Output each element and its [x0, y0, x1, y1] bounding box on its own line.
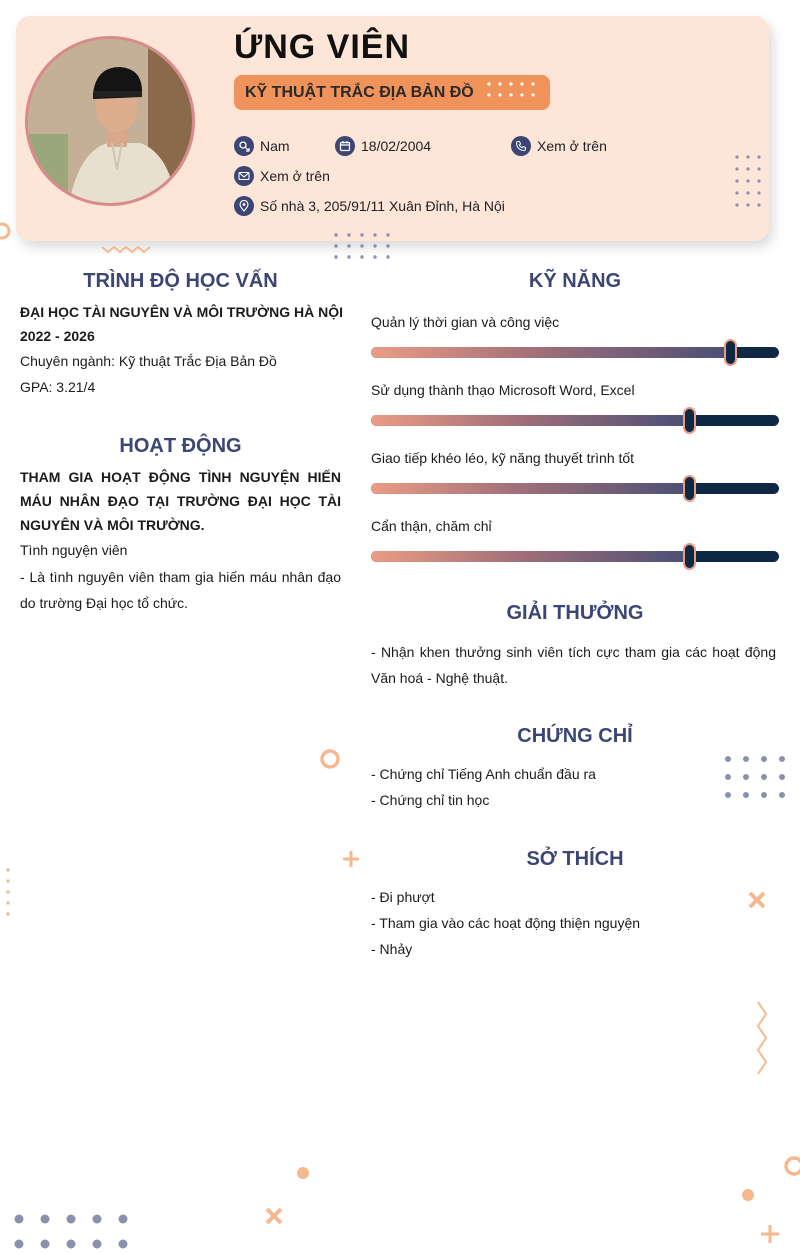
- job-title: KỸ THUẬT TRẮC ĐỊA BẢN ĐỒ: [245, 84, 474, 101]
- plus-decoration: [760, 1223, 780, 1245]
- dots-decoration: [722, 754, 788, 800]
- dots-decoration: [4, 866, 12, 926]
- hobby-item: - Đi phượt: [371, 889, 435, 905]
- ring-decoration: [780, 1152, 800, 1180]
- skill-bar-fill: [371, 347, 730, 358]
- phone-icon: [511, 136, 531, 156]
- dots-decoration: [12, 1212, 132, 1254]
- skills-section-title: KỸ NĂNG: [528, 270, 622, 292]
- skill-bar-knob: [724, 339, 737, 366]
- plus-decoration: [341, 849, 361, 869]
- skill-label: Quản lý thời gian và công việc: [371, 314, 560, 330]
- dots-decoration: [332, 231, 394, 263]
- skill-label: Sử dụng thành thạo Microsoft Word, Excel: [371, 382, 635, 398]
- education-gpa: GPA: 3.21/4: [20, 379, 96, 395]
- address-info: [234, 196, 505, 216]
- profile-header: [16, 16, 769, 241]
- zigzag-decoration: [754, 1000, 770, 1076]
- skill-bar-fill: [371, 415, 689, 426]
- skill-bar: [371, 415, 779, 426]
- skill-bar-knob: [683, 475, 696, 502]
- certificates-section-title: CHỨNG CHỈ: [517, 725, 633, 747]
- phone-value: Xem ở trên: [537, 138, 607, 154]
- skill-bar-fill: [371, 551, 689, 562]
- zigzag-decoration: [100, 243, 154, 255]
- education-school: ĐẠI HỌC TÀI NGUYÊN VÀ MÔI TRƯỜNG HÀ NỘI: [20, 304, 344, 320]
- candidate-name: ỨNG VIÊN: [234, 28, 411, 66]
- activities-section-title: HOẠT ĐỘNG: [119, 435, 242, 457]
- gender-icon: [234, 136, 254, 156]
- hobbies-section-title: SỞ THÍCH: [526, 848, 624, 870]
- awards-section-title: GIẢI THƯỞNG: [506, 602, 644, 624]
- gender-info: [234, 136, 290, 156]
- birthday-value: 18/02/2004: [361, 138, 432, 154]
- avatar-illustration: [28, 39, 195, 206]
- job-title-badge: [234, 75, 550, 110]
- phone-info: [511, 136, 607, 156]
- skill-bar-knob: [683, 407, 696, 434]
- location-pin-icon: [234, 196, 254, 216]
- education-major: Chuyên ngành: Kỹ thuật Trắc Địa Bản Đồ: [20, 353, 277, 369]
- activities-role: Tình nguyện viên: [20, 542, 128, 558]
- email-info: [234, 166, 330, 186]
- education-section-title: TRÌNH ĐỘ HỌC VẤN: [83, 270, 278, 292]
- skill-bar: [371, 551, 779, 562]
- certificate-item: - Chứng chỉ tin học: [371, 792, 490, 808]
- certificate-item: - Chứng chỉ Tiếng Anh chuẩn đầu ra: [371, 766, 596, 782]
- hobby-item: - Tham gia vào các hoạt động thiện nguyện: [371, 915, 641, 931]
- hobby-item: - Nhảy: [371, 941, 413, 957]
- calendar-icon: [335, 136, 355, 156]
- activities-heading: THAM GIA HOẠT ĐỘNG TÌNH NGUYỆN HIẾN MÁU NHÂN ĐẠO TẠI TRƯỜNG ĐẠI HỌC TÀI NGUYÊN VÀ MÔI TRƯỜNG.: [20, 469, 341, 533]
- email-icon: [234, 166, 254, 186]
- skill-bar: [371, 347, 779, 358]
- address-value: Số nhà 3, 205/91/11 Xuân Đỉnh, Hà Nội: [260, 198, 505, 214]
- cross-decoration: [746, 889, 768, 911]
- skill-label: Cẩn thận, chăm chỉ: [371, 518, 492, 534]
- cross-decoration: [263, 1205, 285, 1227]
- dots-decoration: [734, 154, 762, 210]
- education-years: 2022 - 2026: [20, 328, 95, 344]
- dots-decoration: [486, 81, 538, 99]
- birthday-info: [335, 136, 431, 156]
- avatar: [25, 36, 195, 206]
- ring-decoration: [0, 220, 14, 242]
- skill-bar-fill: [371, 483, 689, 494]
- dot-decoration: [741, 1188, 755, 1202]
- email-value: Xem ở trên: [260, 168, 330, 184]
- ring-decoration: [318, 747, 342, 771]
- activities-description: - Là tình nguyên viên tham gia hiến máu nhân đạo do trường Đại học tổ chức.: [20, 569, 341, 611]
- skill-bar: [371, 483, 779, 494]
- skill-label: Giao tiếp khéo léo, kỹ năng thuyết trình tốt: [371, 450, 635, 466]
- skill-bar-knob: [683, 543, 696, 570]
- awards-text: - Nhận khen thưởng sinh viên tích cực tham gia các hoạt động Văn hoá - Nghệ thuật.: [371, 644, 776, 686]
- gender-value: Nam: [260, 138, 290, 154]
- dot-decoration: [296, 1166, 310, 1180]
